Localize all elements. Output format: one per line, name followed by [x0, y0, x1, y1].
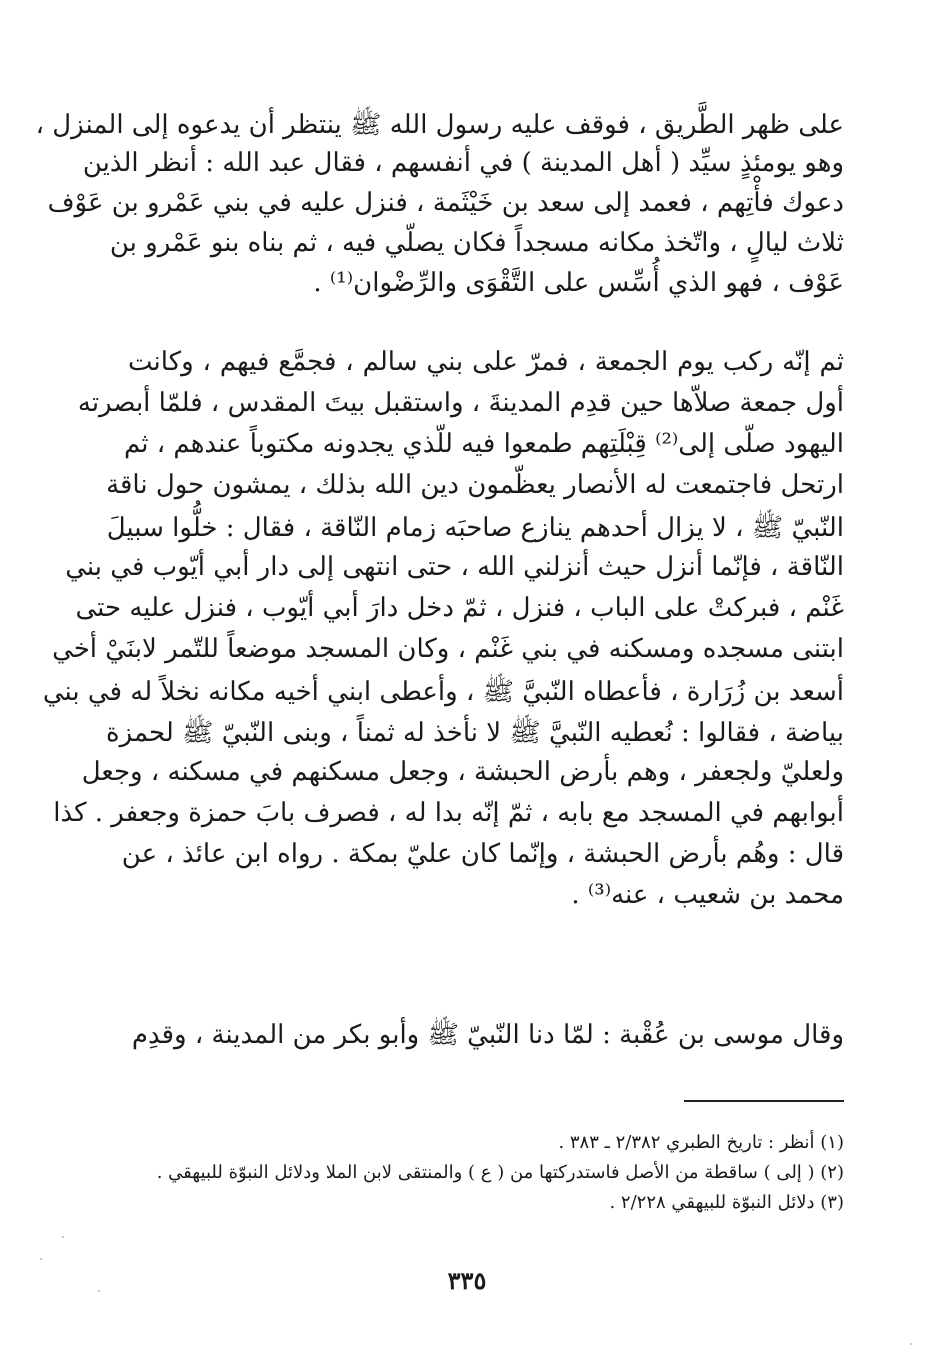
text-line: ثم إنّه ركب يوم الجمعة ، فمرّ على بني سالم ، فجمَّع فيهم ، وكانت [128, 347, 844, 377]
paragraph-3 [128, 1018, 844, 1066]
footnote-separator [684, 1100, 844, 1102]
text-line: وقال موسى بن عُقْبة : لمّا دنا النّبيّ ﷺ وأبو بكر من المدينة ، وقدِم [131, 1020, 844, 1050]
paragraph-1 [35, 108, 844, 348]
text-line: بياضة ، فقالوا : نُعطيه النّبيَّ ﷺ لا نأخذ له ثمناً ، وبنى النّبيّ ﷺ لحمزة [106, 718, 844, 748]
text-line: أسعد بن زُرَارة ، فأعطاه النّبيَّ ﷺ ، وأعطى ابني أخيه مكانه نخلاً له في بني [42, 677, 844, 707]
scan-speck [98, 1290, 100, 1292]
footnote-1: (١) أنظر : تاريخ الطبري ٢/٣٨٢ ـ ٣٨٣ . [558, 1132, 844, 1153]
text-line: دعوك فأْتِهم ، فعمد إلى سعد بن خَيْثَمة ، فنزل عليه في بني عَمْرو بن عَوْف [47, 188, 844, 218]
text-line: غَنْم ، فبركتْ على الباب ، فنزل ، ثمّ دخل دارَ أبي أيّوب ، فنزل عليه حتى [75, 593, 844, 623]
footnote-2: (٢) ( إلى ) ساقطة من الأصل فاستدركتها من ( ع ) والمنتقى لابن الملا ودلائل النبوّة للبيهقي . [156, 1162, 844, 1183]
text-line: قال : وهُم بأرض الحبشة ، وإنّما كان عليّ بمكة . رواه ابن عائذ ، عن [121, 839, 844, 869]
footnotes [128, 1128, 844, 1218]
scan-speck [62, 1236, 64, 1238]
text-line: ولعليّ ولجعفر ، وهم بأرض الحبشة ، وجعل مسكنهم في مسكنه ، وجعل [81, 757, 844, 787]
text-line: ارتحل فاجتمعت له الأنصار يعظّمون دين الله بذلك ، يمشون حول ناقة [106, 470, 844, 500]
scan-speck [40, 1258, 42, 1260]
text-line: ابتنى مسجده ومسكنه في بني غَنْم ، وكان المسجد موضعاً للتّمر لابنَيْ أخي [52, 634, 844, 664]
text-line: اليهود صلّى إلى⁽²⁾ قِبْلَتِهم طمعوا فيه للّذي يجدونه مكتوباً عندهم ، ثم [123, 429, 844, 459]
text-line: النّاقة ، فإنّما أنزل حيث أنزلني الله ، حتى انتهى إلى دار أبي أيّوب في بني [65, 552, 844, 582]
text-line: عَوْف ، فهو الذي أُسِّس على التَّقْوَى والرِّضْوان⁽¹⁾ . [313, 268, 844, 298]
text-line: النّبيّ ﷺ ، لا يزال أحدهم ينازع صاحبَه زمام النّاقة ، فقال : خلُّوا سبيلَ [106, 513, 844, 543]
page-number: ٣٣٥ [447, 1266, 487, 1295]
text-line: على ظهر الطَّريق ، فوقف عليه رسول الله ﷺ ينتظر أن يدعوه إلى المنزل ، [35, 110, 844, 140]
footnote-3: (٣) دلائل النبوّة للبيهقي ٢/٢٢٨ . [609, 1192, 844, 1213]
scan-speck [910, 1343, 912, 1345]
text-line: أبوابهم في المسجد مع بابه ، ثمّ إنّه بدا له ، فصرف بابَ حمزة وجعفر . كذا [53, 798, 844, 828]
paragraph-2 [42, 347, 844, 1007]
text-line: ثلاث ليالٍ ، واتّخذ مكانه مسجداً فكان يصلّي فيه ، ثم بناه بنو عَمْرو بن [109, 228, 844, 258]
text-line: محمد بن شعيب ، عنه⁽³⁾ . [571, 880, 844, 910]
text-line: أول جمعة صلاّها حين قدِم المدينةَ ، واستقبل بيتَ المقدس ، فلمّا أبصرته [77, 388, 844, 418]
text-line: وهو يومئذٍ سيِّد ( أهل المدينة ) في أنفسهم ، فقال عبد الله : أنظر الذين [82, 148, 844, 178]
